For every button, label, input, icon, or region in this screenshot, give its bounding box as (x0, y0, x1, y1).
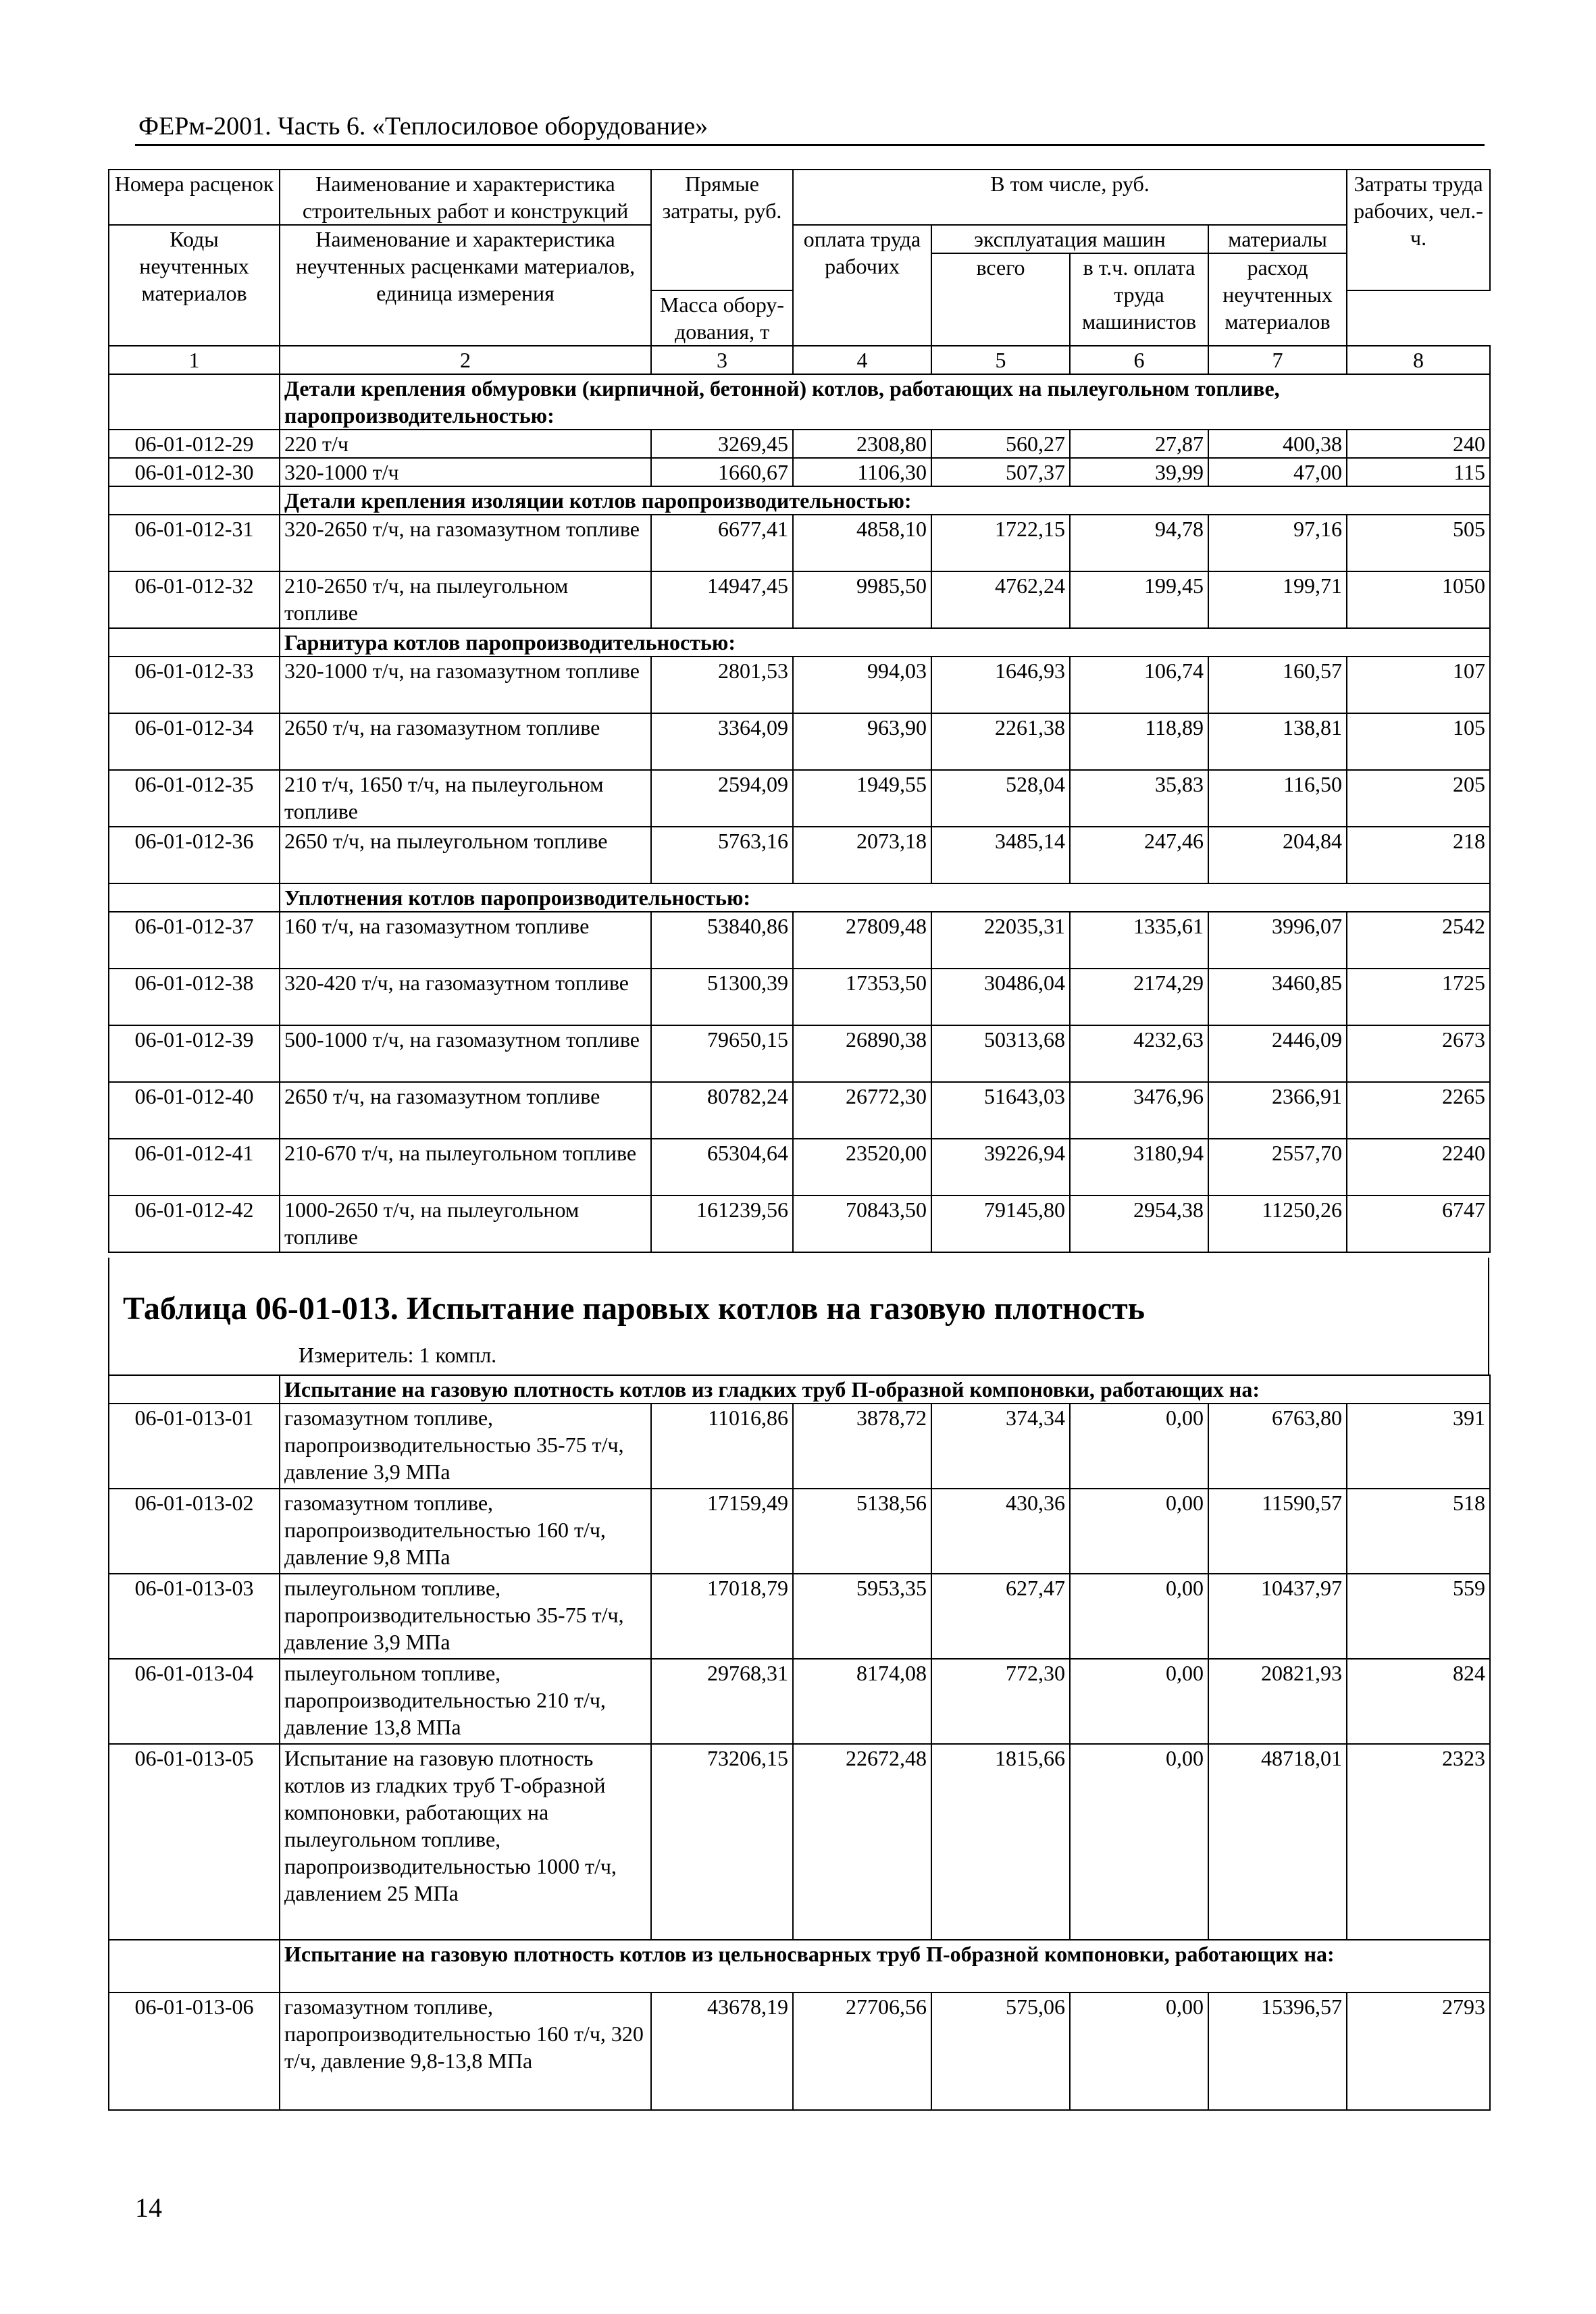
direct-costs: 53840,86 (651, 912, 793, 969)
table-row (109, 912, 1490, 969)
labor-hours: 2673 (1347, 1025, 1490, 1082)
work-description: пылеугольном топливе, паропроизводительностью 35-75 т/ч, давление 3,9 МПа (280, 1574, 651, 1659)
driver-pay: 94,78 (1070, 515, 1208, 571)
labor-pay: 9985,50 (793, 571, 931, 628)
driver-pay: 199,45 (1070, 571, 1208, 628)
materials-cost: 2446,09 (1208, 1025, 1347, 1082)
machine-operation: 50313,68 (931, 1025, 1070, 1082)
table-row (109, 515, 1490, 571)
machine-operation: 30486,04 (931, 969, 1070, 1025)
direct-costs: 17159,49 (651, 1489, 793, 1574)
driver-pay: 118,89 (1070, 713, 1208, 770)
materials-cost: 160,57 (1208, 657, 1347, 713)
materials-cost: 6763,80 (1208, 1404, 1347, 1489)
machine-operation: 430,36 (931, 1489, 1070, 1574)
rate-code: 06-01-013-05 (109, 1744, 280, 1940)
header-work-name: Наименование и характеристика строительных работ и конструкций (280, 170, 651, 225)
header-driver-pay: в т.ч. оплата труда машинистов (1070, 253, 1208, 346)
labor-hours: 218 (1347, 827, 1490, 883)
rates-table-013 (108, 1374, 1491, 2111)
direct-costs: 2801,53 (651, 657, 793, 713)
labor-pay: 17353,50 (793, 969, 931, 1025)
section-spacer (109, 374, 280, 430)
labor-hours: 205 (1347, 770, 1490, 827)
table-row (109, 1574, 1490, 1659)
rate-code: 06-01-012-36 (109, 827, 280, 883)
direct-costs: 14947,45 (651, 571, 793, 628)
labor-pay: 4858,10 (793, 515, 931, 571)
labor-hours: 240 (1347, 430, 1490, 458)
section-title: Гарнитура котлов паропроизводительностью: (280, 628, 1490, 657)
driver-pay: 2174,29 (1070, 969, 1208, 1025)
rate-code: 06-01-012-32 (109, 571, 280, 628)
machine-operation: 79145,80 (931, 1195, 1070, 1252)
labor-hours: 2793 (1347, 1992, 1490, 2110)
rate-code: 06-01-013-01 (109, 1404, 280, 1489)
driver-pay: 1335,61 (1070, 912, 1208, 969)
work-description: Испытание на газовую плотность котлов из гладких труб Т-образной компоновки, работающих на пылеугольном топливе, паропроизводительностью 1000 т/ч, давлением 25 МПа (280, 1744, 651, 1940)
materials-cost: 138,81 (1208, 713, 1347, 770)
table-row (109, 1489, 1490, 1574)
work-description: 2650 т/ч, на газомазутном топливе (280, 1082, 651, 1139)
materials-cost: 20821,93 (1208, 1659, 1347, 1744)
work-description: 210-2650 т/ч, на пылеугольном топливе (280, 571, 651, 628)
direct-costs: 51300,39 (651, 969, 793, 1025)
labor-hours: 1725 (1347, 969, 1490, 1025)
section-title: Детали крепления обмуровки (кирпичной, бетонной) котлов, работающих на пылеугольном топливе, паропроизводительностью: (280, 374, 1490, 430)
table-title: Таблица 06-01-013. Испытание паровых котлов на газовую плотность (123, 1291, 1145, 1327)
header-rate-numbers: Номера расценок (109, 170, 280, 225)
work-description: 320-1000 т/ч (280, 458, 651, 486)
machine-operation: 560,27 (931, 430, 1070, 458)
labor-pay: 5953,35 (793, 1574, 931, 1659)
machine-operation: 2261,38 (931, 713, 1070, 770)
rate-code: 06-01-012-35 (109, 770, 280, 827)
section-spacer (109, 883, 280, 912)
section-spacer (109, 628, 280, 657)
labor-pay: 2308,80 (793, 430, 931, 458)
work-description: 220 т/ч (280, 430, 651, 458)
table-row (109, 713, 1490, 770)
table-row (109, 430, 1490, 458)
direct-costs: 17018,79 (651, 1574, 793, 1659)
work-description: 2650 т/ч, на пылеугольном топливе (280, 827, 651, 883)
section-title: Испытание на газовую плотность котлов из цельносварных труб П-образной компоновки, работающих на: (280, 1940, 1490, 1992)
labor-pay: 23520,00 (793, 1139, 931, 1195)
rate-code: 06-01-012-34 (109, 713, 280, 770)
section-spacer (109, 1940, 280, 1992)
direct-costs: 2594,09 (651, 770, 793, 827)
rate-code: 06-01-012-41 (109, 1139, 280, 1195)
header-rule (135, 144, 1485, 146)
driver-pay: 2954,38 (1070, 1195, 1208, 1252)
rate-code: 06-01-012-40 (109, 1082, 280, 1139)
work-description: 210-670 т/ч, на пылеугольном топливе (280, 1139, 651, 1195)
labor-pay: 1949,55 (793, 770, 931, 827)
work-description: пылеугольном топливе, паропроизводительностью 210 т/ч, давление 13,8 МПа (280, 1659, 651, 1744)
materials-cost: 2366,91 (1208, 1082, 1347, 1139)
table-row (109, 1659, 1490, 1744)
labor-hours: 2323 (1347, 1744, 1490, 1940)
table-row (109, 770, 1490, 827)
driver-pay: 27,87 (1070, 430, 1208, 458)
materials-cost: 11590,57 (1208, 1489, 1347, 1574)
machine-operation: 3485,14 (931, 827, 1070, 883)
labor-hours: 6747 (1347, 1195, 1490, 1252)
table-row (109, 827, 1490, 883)
materials-cost: 48718,01 (1208, 1744, 1347, 1940)
work-description: 160 т/ч, на газомазутном топливе (280, 912, 651, 969)
machine-operation: 1722,15 (931, 515, 1070, 571)
machine-operation: 374,34 (931, 1404, 1070, 1489)
header-material-use: расход неучтенных материалов (1208, 253, 1347, 346)
direct-costs: 80782,24 (651, 1082, 793, 1139)
work-description: 500-1000 т/ч, на газомазутном топливе (280, 1025, 651, 1082)
machine-operation: 39226,94 (931, 1139, 1070, 1195)
rate-code: 06-01-012-33 (109, 657, 280, 713)
column-number: 5 (931, 346, 1070, 374)
driver-pay: 0,00 (1070, 1574, 1208, 1659)
direct-costs: 5763,16 (651, 827, 793, 883)
direct-costs: 43678,19 (651, 1992, 793, 2110)
column-number: 2 (280, 346, 651, 374)
machine-operation: 51643,03 (931, 1082, 1070, 1139)
rate-code: 06-01-013-02 (109, 1489, 280, 1574)
labor-hours: 2265 (1347, 1082, 1490, 1139)
machine-operation: 772,30 (931, 1659, 1070, 1744)
work-description: 320-2650 т/ч, на газомазутном топливе (280, 515, 651, 571)
materials-cost: 11250,26 (1208, 1195, 1347, 1252)
materials-cost: 97,16 (1208, 515, 1347, 571)
materials-cost: 204,84 (1208, 827, 1347, 883)
table-row (109, 657, 1490, 713)
page-number: 14 (135, 2192, 162, 2223)
work-description: 210 т/ч, 1650 т/ч, на пылеугольном топливе (280, 770, 651, 827)
running-title: ФЕРм-2001. Часть 6. «Теплосиловое оборудование» (138, 112, 709, 140)
rate-code: 06-01-012-39 (109, 1025, 280, 1082)
labor-hours: 505 (1347, 515, 1490, 571)
machine-operation: 627,47 (931, 1574, 1070, 1659)
rate-code: 06-01-013-03 (109, 1574, 280, 1659)
direct-costs: 3364,09 (651, 713, 793, 770)
labor-hours: 518 (1347, 1489, 1490, 1574)
direct-costs: 29768,31 (651, 1659, 793, 1744)
column-number: 1 (109, 346, 280, 374)
labor-pay: 963,90 (793, 713, 931, 770)
labor-hours: 391 (1347, 1404, 1490, 1489)
rate-code: 06-01-012-30 (109, 458, 280, 486)
direct-costs: 79650,15 (651, 1025, 793, 1082)
driver-pay: 3476,96 (1070, 1082, 1208, 1139)
labor-pay: 3878,72 (793, 1404, 931, 1489)
driver-pay: 39,99 (1070, 458, 1208, 486)
table-row (109, 1992, 1490, 2110)
direct-costs: 1660,67 (651, 458, 793, 486)
measurement-unit: Измеритель: 1 компл. (299, 1343, 497, 1367)
table-row (109, 1139, 1490, 1195)
driver-pay: 106,74 (1070, 657, 1208, 713)
labor-hours: 2240 (1347, 1139, 1490, 1195)
rate-code: 06-01-012-29 (109, 430, 280, 458)
section-title: Детали крепления изоляции котлов паропроизводительностью: (280, 486, 1490, 515)
section-title: Уплотнения котлов паропроизводительностью: (280, 883, 1490, 912)
rates-table-012 (108, 169, 1491, 1253)
column-number: 3 (651, 346, 793, 374)
driver-pay: 0,00 (1070, 1992, 1208, 2110)
labor-hours: 824 (1347, 1659, 1490, 1744)
materials-cost: 2557,70 (1208, 1139, 1347, 1195)
table-row (109, 1025, 1490, 1082)
column-number: 4 (793, 346, 931, 374)
table-row (109, 458, 1490, 486)
table-row (109, 1082, 1490, 1139)
table-row (109, 1404, 1490, 1489)
rate-code: 06-01-013-04 (109, 1659, 280, 1744)
work-description: 2650 т/ч, на газомазутном топливе (280, 713, 651, 770)
rate-code: 06-01-012-38 (109, 969, 280, 1025)
table-row (109, 1744, 1490, 1940)
header-labor-costs: Затраты труда рабочих, чел.-ч. (1347, 170, 1490, 290)
work-description: газомазутном топливе, паропроизводительностью 160 т/ч, 320 т/ч, давление 9,8-13,8 МПа (280, 1992, 651, 2110)
labor-pay: 26890,38 (793, 1025, 931, 1082)
direct-costs: 6677,41 (651, 515, 793, 571)
direct-costs: 65304,64 (651, 1139, 793, 1195)
rate-code: 06-01-012-31 (109, 515, 280, 571)
driver-pay: 35,83 (1070, 770, 1208, 827)
machine-operation: 22035,31 (931, 912, 1070, 969)
header-material-name: Наименование и характеристика неучтенных расценками материалов, единица измерения (280, 225, 651, 346)
rate-code: 06-01-012-42 (109, 1195, 280, 1252)
direct-costs: 73206,15 (651, 1744, 793, 1940)
labor-pay: 27809,48 (793, 912, 931, 969)
section-title: Испытание на газовую плотность котлов из гладких труб П-образной компоновки, работающих на: (280, 1375, 1490, 1404)
labor-pay: 26772,30 (793, 1082, 931, 1139)
labor-pay: 27706,56 (793, 1992, 931, 2110)
header-material-codes: Коды неучтенных материалов (109, 225, 280, 346)
column-number-row (109, 346, 1490, 374)
labor-hours: 559 (1347, 1574, 1490, 1659)
materials-cost: 116,50 (1208, 770, 1347, 827)
materials-cost: 3460,85 (1208, 969, 1347, 1025)
materials-cost: 15396,57 (1208, 1992, 1347, 2110)
machine-operation: 507,37 (931, 458, 1070, 486)
driver-pay: 0,00 (1070, 1404, 1208, 1489)
driver-pay: 3180,94 (1070, 1139, 1208, 1195)
labor-pay: 994,03 (793, 657, 931, 713)
labor-hours: 2542 (1347, 912, 1490, 969)
materials-cost: 47,00 (1208, 458, 1347, 486)
materials-cost: 10437,97 (1208, 1574, 1347, 1659)
section-spacer (109, 486, 280, 515)
column-number: 7 (1208, 346, 1347, 374)
labor-hours: 105 (1347, 713, 1490, 770)
labor-hours: 107 (1347, 657, 1490, 713)
labor-pay: 22672,48 (793, 1744, 931, 1940)
header-including: В том числе, руб. (793, 170, 1347, 225)
labor-pay: 1106,30 (793, 458, 931, 486)
header-direct-costs: Прямые затраты, руб. (651, 170, 793, 290)
work-description: 320-1000 т/ч, на газомазутном топливе (280, 657, 651, 713)
materials-cost: 3996,07 (1208, 912, 1347, 969)
driver-pay: 0,00 (1070, 1489, 1208, 1574)
labor-pay: 70843,50 (793, 1195, 931, 1252)
header-machine-operation: эксплуатация машин (931, 225, 1208, 253)
driver-pay: 4232,63 (1070, 1025, 1208, 1082)
direct-costs: 3269,45 (651, 430, 793, 458)
column-number: 8 (1347, 346, 1490, 374)
labor-pay: 2073,18 (793, 827, 931, 883)
table-row (109, 571, 1490, 628)
header-equipment-mass: Масса обору-дования, т (651, 290, 793, 346)
work-description: газомазутном топливе, паропроизводительностью 160 т/ч, давление 9,8 МПа (280, 1489, 651, 1574)
direct-costs: 11016,86 (651, 1404, 793, 1489)
machine-operation: 4762,24 (931, 571, 1070, 628)
machine-operation: 1815,66 (931, 1744, 1070, 1940)
column-number: 6 (1070, 346, 1208, 374)
labor-pay: 8174,08 (793, 1659, 931, 1744)
driver-pay: 247,46 (1070, 827, 1208, 883)
header-materials: материалы (1208, 225, 1347, 253)
direct-costs: 161239,56 (651, 1195, 793, 1252)
driver-pay: 0,00 (1070, 1744, 1208, 1940)
rate-code: 06-01-013-06 (109, 1992, 280, 2110)
work-description: газомазутном топливе, паропроизводительностью 35-75 т/ч, давление 3,9 МПа (280, 1404, 651, 1489)
driver-pay: 0,00 (1070, 1659, 1208, 1744)
labor-pay: 5138,56 (793, 1489, 931, 1574)
machine-operation: 1646,93 (931, 657, 1070, 713)
materials-cost: 400,38 (1208, 430, 1347, 458)
materials-cost: 199,71 (1208, 571, 1347, 628)
work-description: 1000-2650 т/ч, на пылеугольном топливе (280, 1195, 651, 1252)
header-labor-pay: оплата труда рабочих (793, 225, 931, 346)
machine-operation: 575,06 (931, 1992, 1070, 2110)
table-row (109, 969, 1490, 1025)
work-description: 320-420 т/ч, на газомазутном топливе (280, 969, 651, 1025)
labor-hours: 115 (1347, 458, 1490, 486)
table-row (109, 1195, 1490, 1252)
section-spacer (109, 1375, 280, 1404)
labor-hours: 1050 (1347, 571, 1490, 628)
machine-operation: 528,04 (931, 770, 1070, 827)
header-machines-total: всего (931, 253, 1070, 346)
rate-code: 06-01-012-37 (109, 912, 280, 969)
